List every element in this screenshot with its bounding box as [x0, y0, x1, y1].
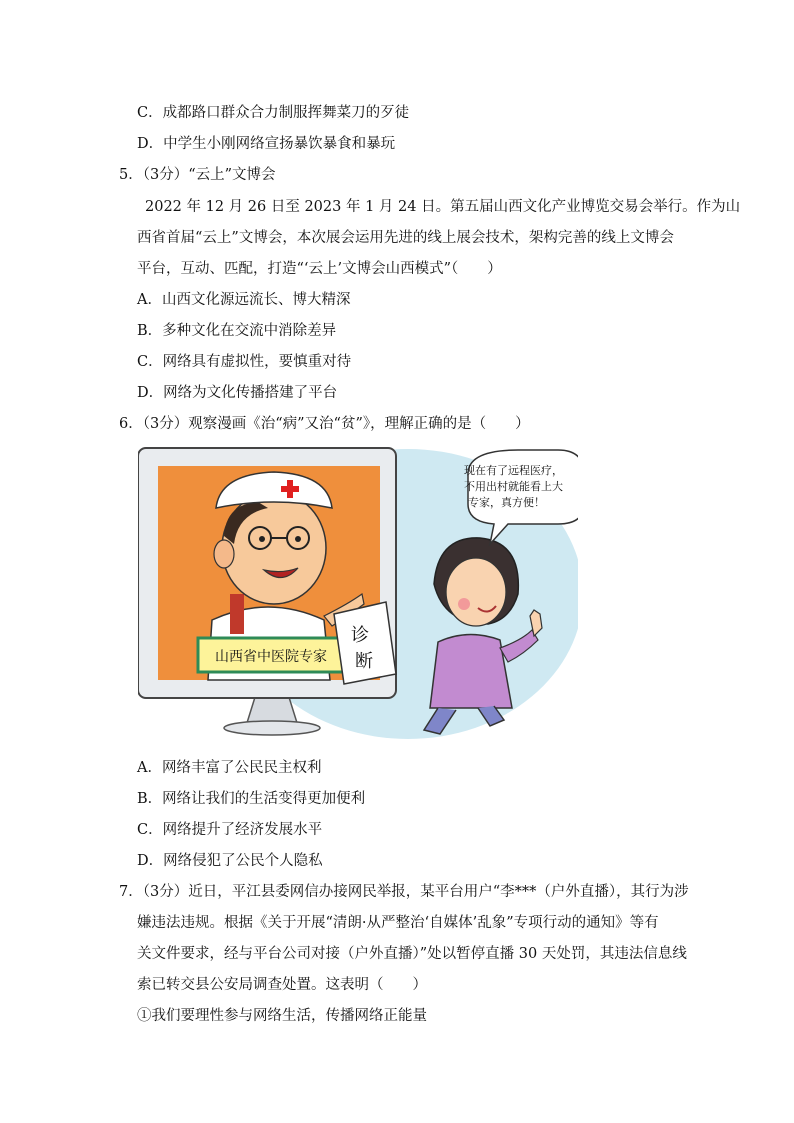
woman-cheek [458, 598, 470, 610]
chair-back [230, 594, 244, 634]
question-5-line-3: 平台，互动、匹配，打造“‘云上’文博会山西模式”（ ） [137, 261, 502, 277]
woman-body [430, 634, 512, 708]
question-7-line-3: 索已转交县公安局调查处置。这表明（ ） [137, 977, 427, 993]
question-5-option-a: A．山西文化源远流长、博大精深 [137, 292, 351, 308]
question-6-option-a: A．网络丰富了公民民主权利 [137, 760, 322, 776]
monitor-base [224, 721, 320, 735]
question-5-option-b: B．多种文化在交流中消除差异 [137, 323, 337, 339]
speech-line-3: 专家，真方便！ [468, 496, 545, 509]
diagnosis-char-2: 断 [355, 651, 373, 672]
question-6-option-d: D．网络侵犯了公民个人隐私 [137, 853, 323, 869]
eye-left [259, 536, 265, 542]
question-7-line-2: 关文件要求，经与平台公司对接（户外直播）”处以暂停直播 30 天处罚，其违法信息线 [137, 946, 687, 962]
question-5-line-2: 西省首届“云上”文博会，本次展会运用先进的线上展会技术，架构完善的线上文博会 [137, 230, 674, 246]
doctor-ear [214, 540, 234, 568]
option-c-prev: C．成都路口群众合力制服挥舞菜刀的歹徒 [137, 105, 410, 121]
question-5-option-c: C．网络具有虚拟性，要慎重对待 [137, 354, 352, 370]
question-5-stem: 5．（3分）“云上”文博会 [119, 167, 276, 183]
speech-line-1: 现在有了远程医疗， [464, 464, 563, 477]
question-7-item-1: ①我们要理性参与网络生活，传播网络正能量 [137, 1008, 427, 1024]
question-5-option-d: D．网络为文化传播搭建了平台 [137, 385, 338, 401]
question-7-stem: 7．（3分）近日，平江县委网信办接网民举报，某平台用户“李***（户外直播），其行为涉 [119, 884, 689, 900]
question-6-option-b: B．网络让我们的生活变得更加便利 [137, 791, 366, 807]
option-d-prev: D．中学生小刚网络宣扬暴饮暴食和暴玩 [137, 136, 396, 152]
red-cross-horizontal [281, 486, 299, 492]
diagnosis-char-1: 诊 [351, 625, 369, 646]
question-7-line-1: 嫌违法违规。根据《关于开展“清朗·从严整治‘自媒体’乱象”专项行动的通知》等有 [137, 915, 659, 931]
speech-line-2: 不用出村就能看上大 [464, 480, 563, 493]
doctor-sign-text: 山西省中医院专家 [215, 649, 327, 665]
cartoon-illustration [138, 444, 578, 740]
question-6-option-c: C．网络提升了经济发展水平 [137, 822, 323, 838]
question-5-line-1: 2022 年 12 月 26 日至 2023 年 1 月 24 日。第五届山西文化产业博览交易会举行。作为山 [145, 199, 741, 215]
eye-right [295, 536, 301, 542]
question-6-stem: 6．（3分）观察漫画《治“病”又治“贫”》，理解正确的是（ ） [119, 416, 530, 432]
woman-face [446, 558, 506, 626]
